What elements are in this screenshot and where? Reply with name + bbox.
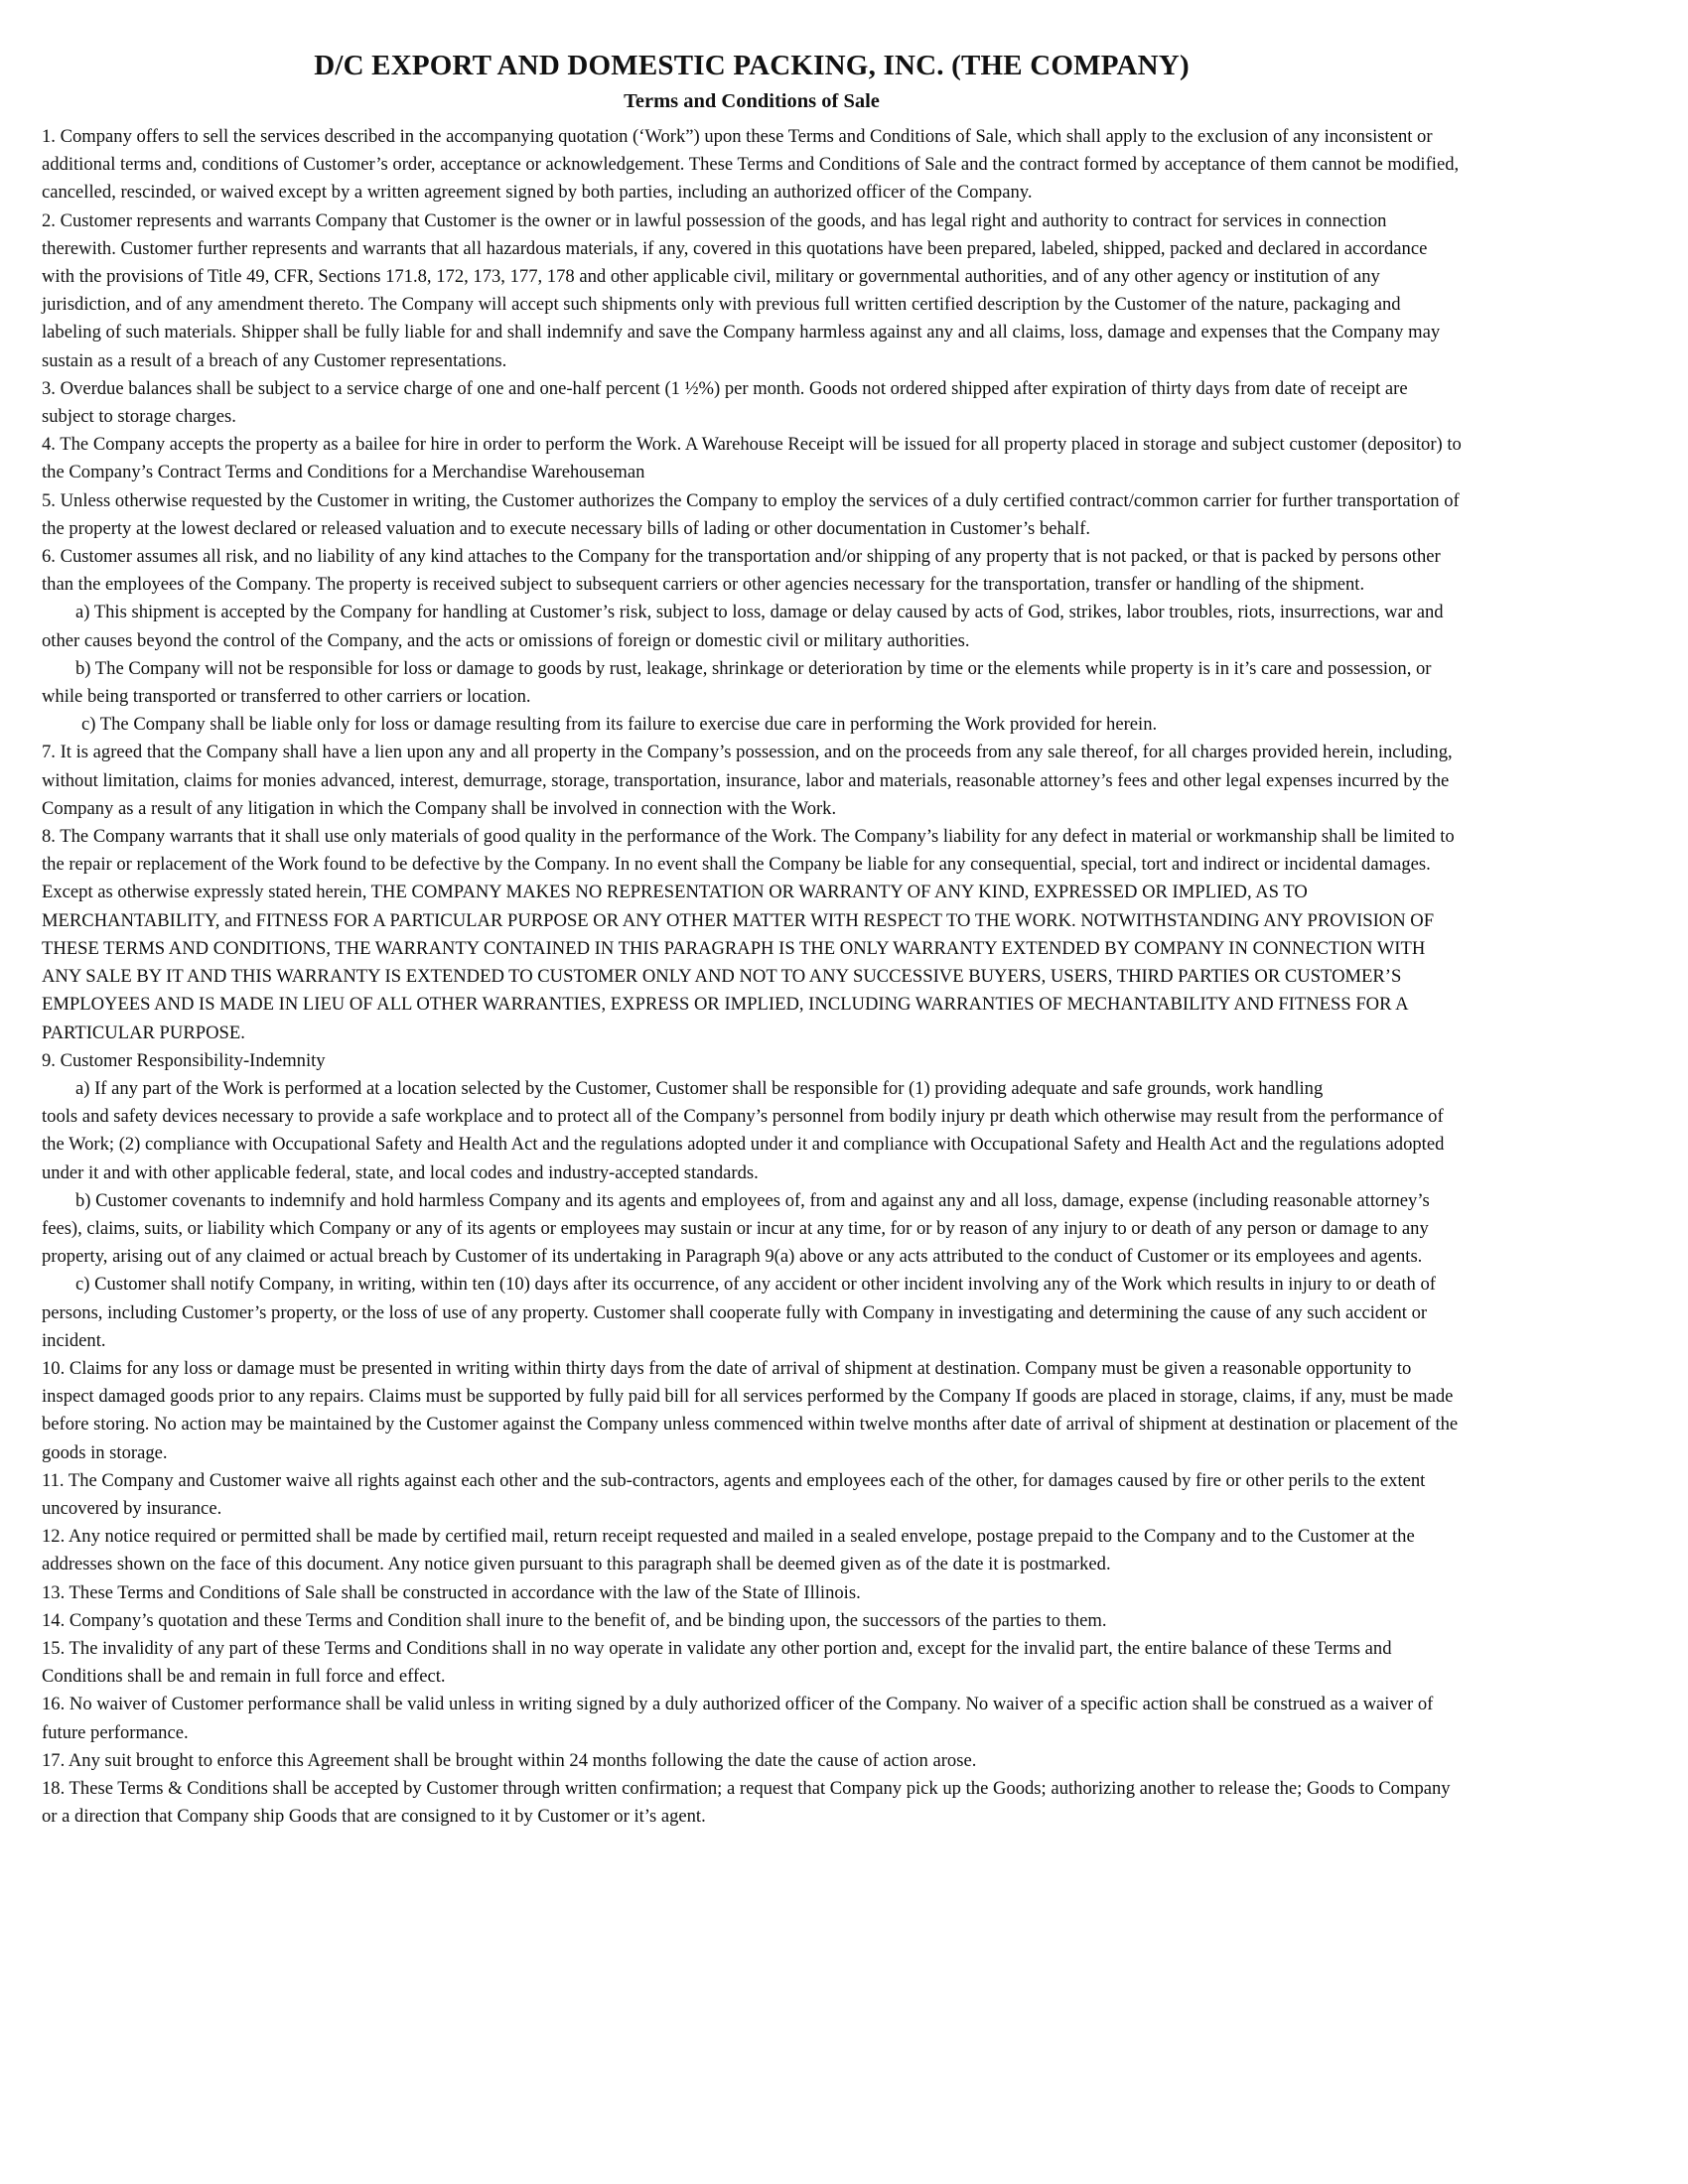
term-1: 1. Company offers to sell the services described in the accompanying quotation (‘Work”) upon these Terms and Conditions of Sale, which shall apply to the exclusion of any inconsistent or additional terms and, conditions of Customer’s order, acceptance or acknowledgement. These Terms and Conditions of Sale and the contract formed by acceptance of them cannot be modified, cancelled, rescinded, or waived except by a written agreement signed by both parties, including an authorized officer of the Company. (42, 126, 1460, 204)
term-10: 10. Claims for any loss or damage must be presented in writing within thirty days from the date of arrival of shipment at destination. Company must be given a reasonable opportunity to inspect damaged goods prior to any repairs. Claims must be supported by fully paid bill for all services performed by the Company If goods are placed in storage, claims, if any, must be made before storing. No action may be maintained by the Customer against the Company unless commenced within twelve months after date of arrival of shipment at destination or placement of the goods in storage. (42, 1357, 1459, 1463)
term-6a: a) This shipment is accepted by the Company for handling at Customer’s risk, subject to loss, damage or delay caused by acts of God, strikes, labor troubles, riots, insurrections, war and other causes beyond the control of the Company, and the acts or omissions of foreign or domestic civil or military authorities. (42, 602, 1444, 651)
term-11: 11. The Company and Customer waive all rights against each other and the sub-contractors, agents and employees each of the other, for damages caused by fire or other perils to the extent uncovered by insurance. (42, 1469, 1426, 1519)
document-title: D/C EXPORT AND DOMESTIC PACKING, INC. (THE COMPANY) (314, 50, 1190, 81)
term-7: 7. It is agreed that the Company shall have a lien upon any and all property in the Company’s possession, and on the proceeds from any sale thereof, for all charges provided herein, including, without limitation, claims for monies advanced, interest, demurrage, storage, transportation, insurance, labor and materials, reasonable attorney’s fees and other legal expenses incurred by the Company as a result of any litigation in which the Company shall be involved in connection with the Work. (42, 742, 1453, 819)
term-18: 18. These Terms & Conditions shall be accepted by Customer through written confirmation; a request that Company pick up the Goods; authorizing another to release the; Goods to Company or a direction that Company ship Goods that are consigned to it by Customer or it’s agent. (42, 1777, 1451, 1828)
term-14: 14. Company’s quotation and these Terms and Condition shall inure to the benefit of, and be binding upon, the successors of the parties to them. (42, 1609, 1107, 1631)
document-subtitle: Terms and Conditions of Sale (624, 90, 880, 112)
term-13: 13. These Terms and Conditions of Sale shall be constructed in accordance with the law of the State of Illinois. (42, 1581, 861, 1603)
term-9a: a) If any part of the Work is performed at a location selected by the Customer, Customer shall be responsible for (1) providing adequate and safe grounds, work handling (75, 1077, 1324, 1099)
terms-body (42, 123, 1462, 1831)
term-2: 2. Customer represents and warrants Company that Customer is the owner or in lawful possession of the goods, and has legal right and authority to contract for services in connection therewith. Customer further represents and warrants that all hazardous materials, if any, covered in this quotations have been prepared, labeled, shipped, packed and declared in accordance with the provisions of Title 49, CFR, Sections 171.8, 172, 173, 177, 178 and other applicable civil, military or governmental authorities, and of any other agency or institution of any jurisdiction, and of any amendment thereto. The Company will accept such shipments only with previous full written certified description by the Customer of the nature, packaging and labeling of such materials. Shipper shall be fully liable for and shall indemnify and save the Company harmless against any and all claims, loss, damage and expenses that the Company may sustain as a result of a breach of any Customer representations. (42, 209, 1441, 371)
term-9-heading: 9. Customer Responsibility-Indemnity (42, 1049, 326, 1071)
term-6b: b) The Company will not be responsible for loss or damage to goods by rust, leakage, shrinkage or deterioration by time or the elements while property is in it’s care and possession, or while being transported or transferred to other carriers or location. (42, 657, 1432, 708)
term-9a-continued: tools and safety devices necessary to provide a safe workplace and to protect all of the Company’s personnel from bodily injury pr death which otherwise may result from the performance of the Work; (2) compliance with Occupational Safety and Health Act and the regulations adopted under it and compliance with Occupational Safety and Health Act and the regulations adopted under it and with other applicable federal, state, and local codes and industry-accepted standards. (42, 1106, 1445, 1183)
term-8: 8. The Company warrants that it shall use only materials of good quality in the performance of the Work. The Company’s liability for any defect in material or workmanship shall be limited to the repair or replacement of the Work found to be defective by the Company. In no event shall the Company be liable for any consequential, special, tort and indirect or incidental damages. Except as otherwise expressly stated herein, THE COMPANY MAKES NO REPRESENTATION OR WARRANTY OF ANY KIND, EXPRESSED OR IMPLIED, AS TO MERCHANTABILITY, and FITNESS FOR A PARTICULAR PURPOSE OR ANY OTHER MATTER WITH RESPECT TO THE WORK. NOTWITHSTANDING ANY PROVISION OF THESE TERMS AND CONDITIONS, THE WARRANTY CONTAINED IN THIS PARAGRAPH IS THE ONLY WARRANTY EXTENDED BY COMPANY IN CONNECTION WITH ANY SALE BY IT AND THIS WARRANTY IS EXTENDED TO CUSTOMER ONLY AND NOT TO ANY SUCCESSIVE BUYERS, USERS, THIRD PARTIES OR CUSTOMER’S EMPLOYEES AND IS MADE IN LIEU OF ALL OTHER WARRANTIES, EXPRESS OR IMPLIED, INCLUDING WARRANTIES OF MECHANTABILITY AND FITNESS FOR A PARTICULAR PURPOSE. (42, 826, 1455, 1043)
term-4: 4. The Company accepts the property as a bailee for hire in order to perform the Work. A Warehouse Receipt will be issued for all property placed in storage and subject customer (depositor) to the Company’s Contract Terms and Conditions for a Merchandise Warehouseman (42, 434, 1462, 483)
term-5: 5. Unless otherwise requested by the Customer in writing, the Customer authorizes the Company to employ the services of a duly certified contract/common carrier for further transportation of the property at the lowest declared or released valuation and to execute necessary bills of lading or other documentation in Customer’s behalf. (42, 489, 1460, 539)
term-3: 3. Overdue balances shall be subject to a service charge of one and one-half percent (1 ½%) per month. Goods not ordered shipped after expiration of thirty days from date of receipt are subject to storage charges. (42, 377, 1408, 428)
term-15: 15. The invalidity of any part of these Terms and Conditions shall in no way operate in validate any other portion and, except for the invalid part, the entire balance of these Terms and Conditions shall be and remain in full force and effect. (42, 1637, 1392, 1688)
term-16: 16. No waiver of Customer performance shall be valid unless in writing signed by a duly authorized officer of the Company. No waiver of a specific action shall be construed as a waiver of future performance. (42, 1694, 1434, 1743)
term-17: 17. Any suit brought to enforce this Agreement shall be brought within 24 months following the date the cause of action arose. (42, 1749, 977, 1771)
document-page (42, 48, 1462, 1831)
term-9b: b) Customer covenants to indemnify and hold harmless Company and its agents and employees of, from and against any and all loss, damage, expense (including reasonable attorney’s fees), claims, suits, or liability which Company or any of its agents or employees may sustain or incur at any time, for or by reason of any injury to or death of any person or damage to any property, arising out of any claimed or actual breach by Customer of its undertaking in Paragraph 9(a) above or any acts attributed to the conduct of Customer or its employees and agents. (42, 1189, 1430, 1268)
term-6: 6. Customer assumes all risk, and no liability of any kind attaches to the Company for the transportation and/or shipping of any property that is not packed, or that is packed by persons other than the employees of the Company. The property is received subject to subsequent carriers or other agencies necessary for the transportation, transfer or handling of the shipment. (42, 546, 1441, 596)
term-9c: c) Customer shall notify Company, in writing, within ten (10) days after its occurrence, of any accident or other incident involving any of the Work which results in injury to or death of persons, including Customer’s property, or the loss of use of any property. Customer shall cooperate fully with Company in investigating and determining the cause of any such accident or incident. (42, 1274, 1436, 1351)
term-6c: c) The Company shall be liable only for loss or damage resulting from its failure to exercise due care in performing the Work provided for herein. (81, 714, 1158, 736)
term-12: 12. Any notice required or permitted shall be made by certified mail, return receipt requested and mailed in a sealed envelope, postage prepaid to the Company and to the Customer at the addresses shown on the face of this document. Any notice given pursuant to this paragraph shall be deemed given as of the date it is postmarked. (42, 1526, 1415, 1575)
